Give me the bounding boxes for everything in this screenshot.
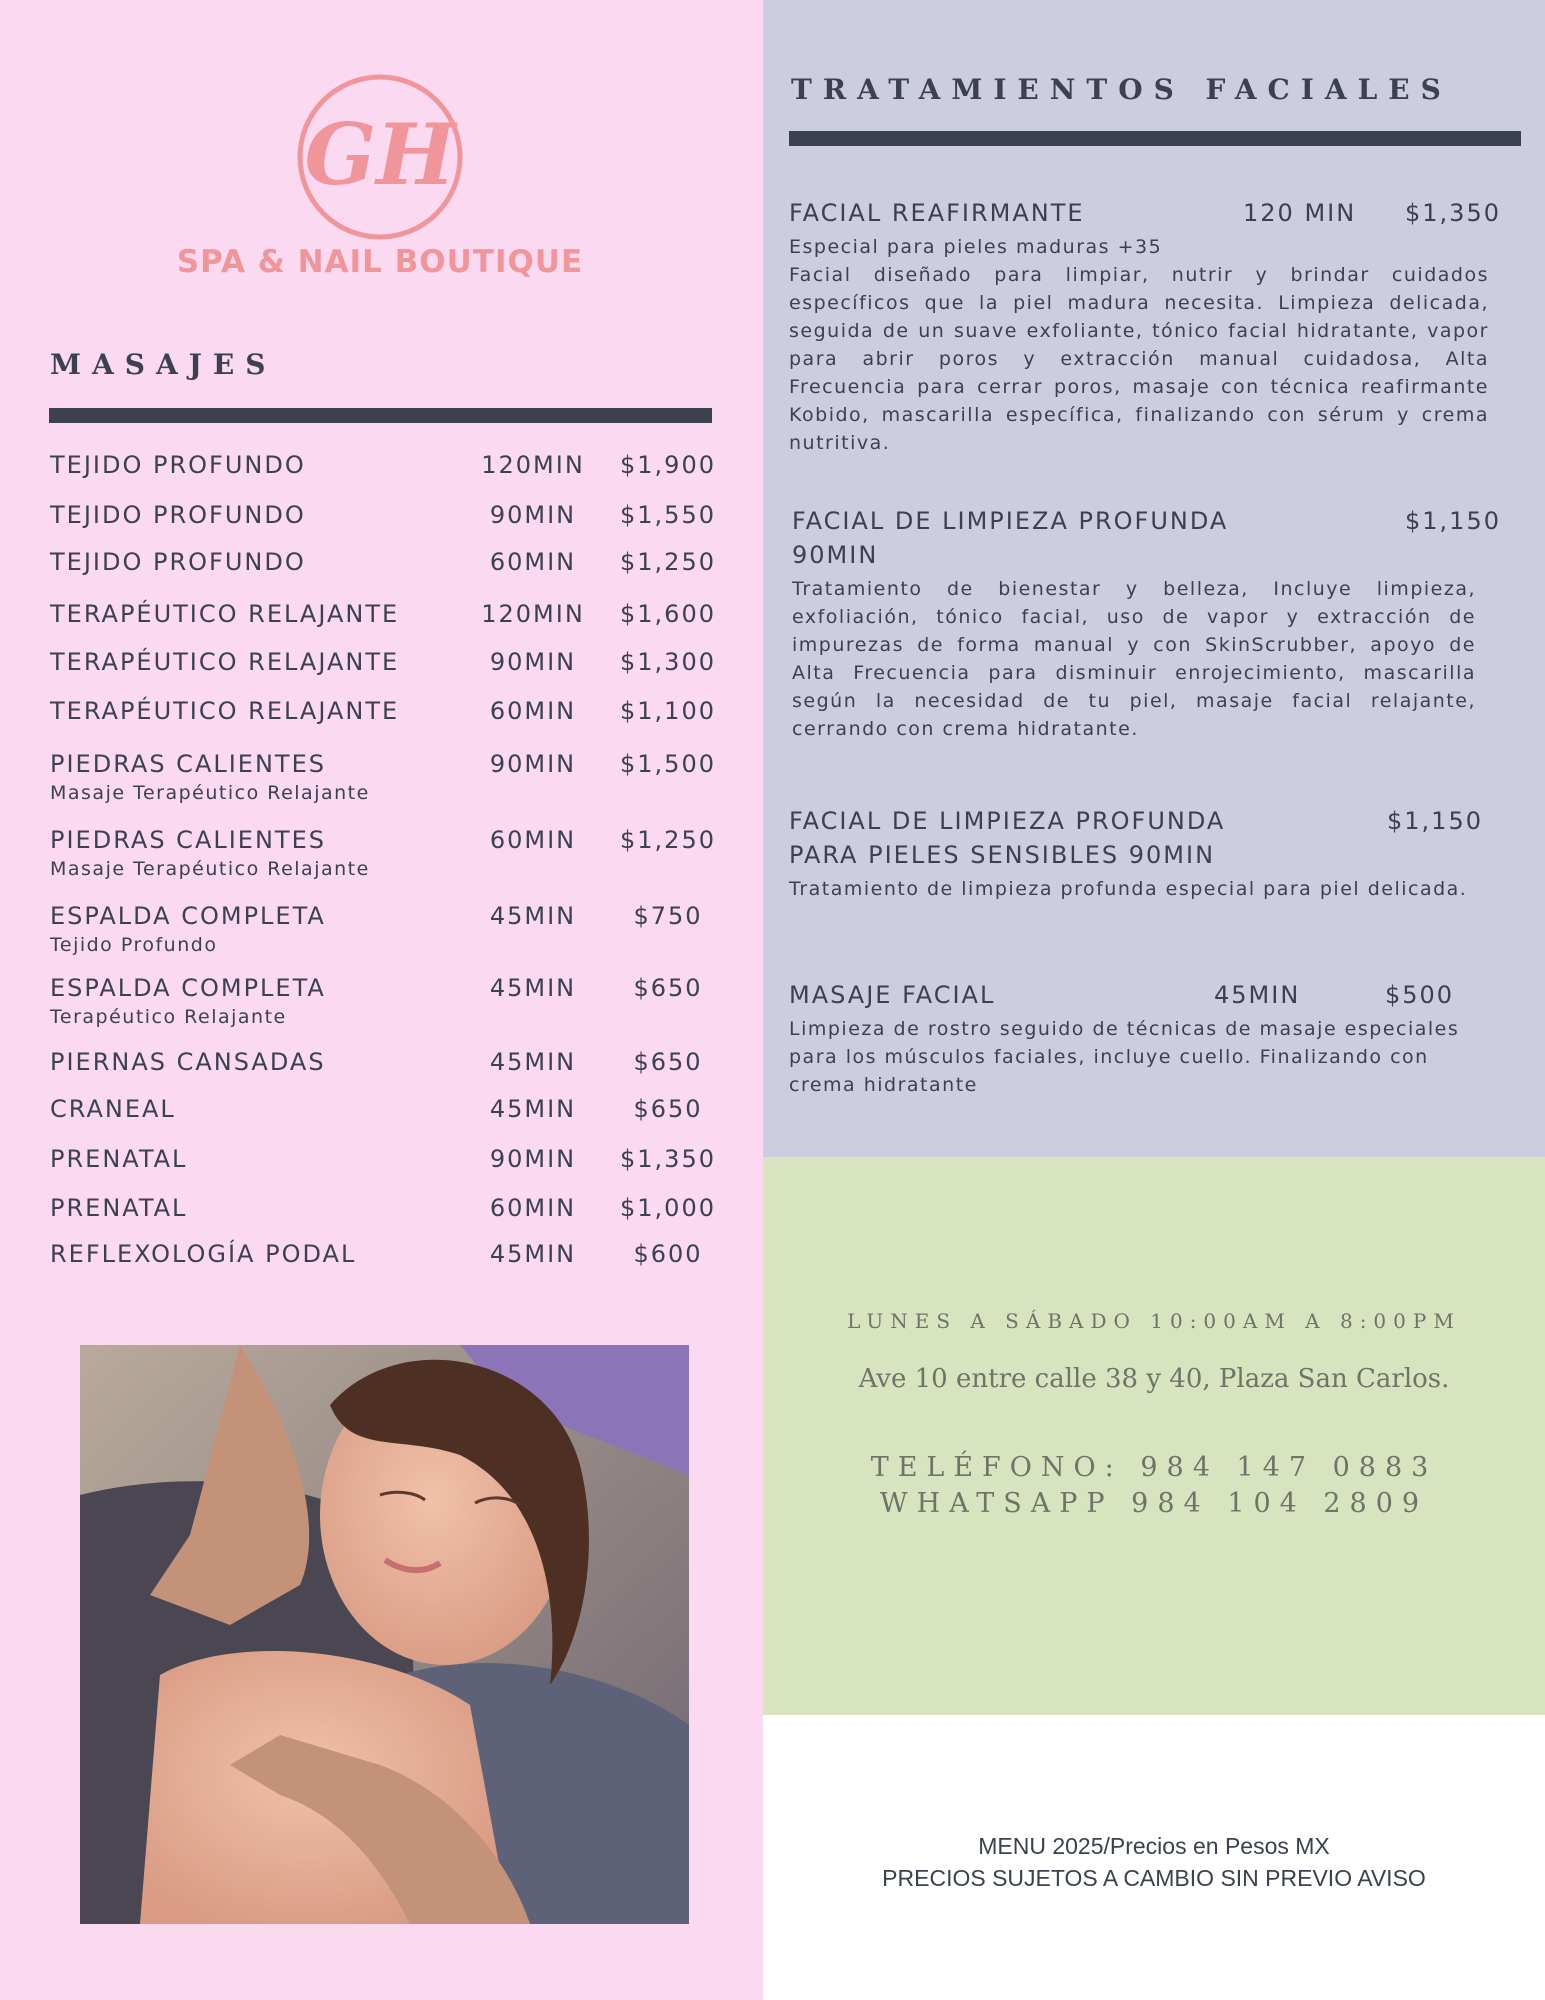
facial-price: $500 [1385,981,1455,1009]
facial-price: $1,350 [1405,199,1501,227]
massage-price: $750 [633,902,703,930]
massage-duration: 60MIN [489,697,577,725]
facial-description: Facial diseñado para limpiar, nutrir y brindar cuidados específicos que la piel madura necesita. Limpieza delicada, seguida de un suave exfoliante, tónico facial hidratante, vapor para abrir poros y extracción manual cuidadosa, Alta Frecuencia para cerrar poros, masaje con técnica reafirmante Kobido, mascarilla específica, finalizando con sérum y crema nutritiva. [789,264,1489,454]
facial-description: Tratamiento de bienestar y belleza, Incluye limpieza, exfoliación, tónico facial, uso de vapor y extracción de impurezas de forma manual y con SkinScrubber, apoyo de Alta Frecuencia para disminuir enrojecimiento, mascarilla según la necesidad de tu piel, masaje facial relajante, cerrando con crema hidratante. [792,578,1476,740]
massage-duration: 45MIN [489,974,577,1002]
massage-name: ESPALDA COMPLETA [50,974,326,1002]
contact-panel [763,1157,1545,1715]
massage-price: $1,000 [620,1194,716,1222]
massage-name: TEJIDO PROFUNDO [50,501,306,529]
facial-name: MASAJE FACIAL [789,981,996,1009]
massage-price: $600 [633,1240,703,1268]
massage-price: $1,250 [620,548,716,576]
phone-number: TELÉFONO: 984 147 0883 [870,1452,1438,1483]
massage-price: $1,350 [620,1145,716,1173]
massage-subtitle: Masaje Terapéutico Relajante [50,858,370,880]
massage-name: PRENATAL [50,1145,188,1173]
facials-divider [789,131,1521,146]
massage-photo [80,1345,689,1924]
massage-row [50,1240,720,1280]
massage-name: PIEDRAS CALIENTES [50,826,326,854]
massage-row [50,501,720,541]
massage-row [50,697,720,737]
brand-logo [140,72,620,292]
facial-name: FACIAL DE LIMPIEZA PROFUNDA [789,807,1226,835]
facial-name-line2: PARA PIELES SENSIBLES 90MIN [789,841,1216,869]
massage-row [50,1145,720,1185]
massage-name: ESPALDA COMPLETA [50,902,326,930]
massage-price: $1,500 [620,750,716,778]
massage-row [50,451,720,491]
facial-item [789,807,1483,903]
massage-row [50,1048,720,1088]
facial-description: Tratamiento de limpieza profunda especial para piel delicada. [789,878,1468,900]
massage-price: $1,300 [620,648,716,676]
massage-duration: 90MIN [489,648,577,676]
massage-duration: 45MIN [489,1240,577,1268]
massage-duration: 120MIN [481,600,585,628]
massage-name: PIERNAS CANSADAS [50,1048,326,1076]
massage-name: TERAPÉUTICO RELAJANTE [50,600,400,628]
massage-duration: 45MIN [489,902,577,930]
monogram-icon [295,72,465,242]
massage-price: $1,250 [620,826,716,854]
massage-name: TEJIDO PROFUNDO [50,548,306,576]
massage-price: $1,600 [620,600,716,628]
massage-name: TERAPÉUTICO RELAJANTE [50,697,400,725]
massage-row [50,750,720,804]
massage-subtitle: Terapéutico Relajante [50,1006,287,1028]
facial-duration: 120 MIN [1243,199,1357,227]
massage-duration: 45MIN [489,1095,577,1123]
massage-duration: 90MIN [489,501,577,529]
monogram-text: GH [304,105,456,204]
massage-row [50,1194,720,1234]
massage-row [50,902,720,956]
massage-name: REFLEXOLOGÍA PODAL [50,1240,357,1268]
facial-item [792,507,1501,743]
massage-row [50,548,720,588]
massage-duration: 90MIN [489,1145,577,1173]
massage-row [50,648,720,688]
facials-title: TRATAMIENTOS FACIALES [791,73,1452,106]
footer-disclaimer: PRECIOS SUJETOS A CAMBIO SIN PREVIO AVISO [882,1865,1426,1891]
massage-price: $1,550 [620,501,716,529]
massage-name: PRENATAL [50,1194,188,1222]
facial-item [789,199,1501,457]
brand-name: SPA & NAIL BOUTIQUE [176,244,584,280]
massage-subtitle: Masaje Terapéutico Relajante [50,782,370,804]
facial-name: FACIAL REAFIRMANTE [789,199,1085,227]
whatsapp-number: WHATSAPP 984 104 2809 [879,1488,1429,1519]
massage-row [50,826,720,880]
massages-divider [49,408,712,423]
massage-duration: 90MIN [489,750,577,778]
massage-price: $1,900 [620,451,716,479]
massage-price: $650 [633,974,703,1002]
massage-name: PIEDRAS CALIENTES [50,750,326,778]
massage-row [50,600,720,640]
address: Ave 10 entre calle 38 y 40, Plaza San Carlos. [858,1364,1450,1394]
massage-price: $650 [633,1048,703,1076]
massage-row [50,974,720,1028]
facial-name: FACIAL DE LIMPIEZA PROFUNDA [792,507,1229,535]
massages-title: MASAJES [50,348,277,381]
facial-description: Limpieza de rostro seguido de técnicas de masaje especiales para los músculos faciales, incluye cuello. Finalizando con crema hidratante [789,1018,1460,1096]
massage-subtitle: Tejido Profundo [50,934,218,956]
massage-price: $1,100 [620,697,716,725]
massage-name: CRANEAL [50,1095,176,1123]
massage-duration: 60MIN [489,826,577,854]
footer-menu-year: MENU 2025/Precios en Pesos MX [978,1833,1330,1859]
facial-duration: 45MIN [1214,981,1301,1009]
facial-price: $1,150 [1387,807,1483,835]
massage-duration: 60MIN [489,1194,577,1222]
opening-hours: LUNES A SÁBADO 10:00AM A 8:00PM [847,1309,1461,1333]
facial-price: $1,150 [1405,507,1501,535]
massage-name: TERAPÉUTICO RELAJANTE [50,648,400,676]
massage-price: $650 [633,1095,703,1123]
massage-row [50,1095,720,1135]
massage-duration: 120MIN [481,451,585,479]
facial-note: Especial para pieles maduras +35 [789,236,1163,258]
massage-duration: 60MIN [489,548,577,576]
facial-name-line2: 90MIN [792,541,879,569]
massage-duration: 45MIN [489,1048,577,1076]
facial-item [789,981,1469,1099]
massage-name: TEJIDO PROFUNDO [50,451,306,479]
